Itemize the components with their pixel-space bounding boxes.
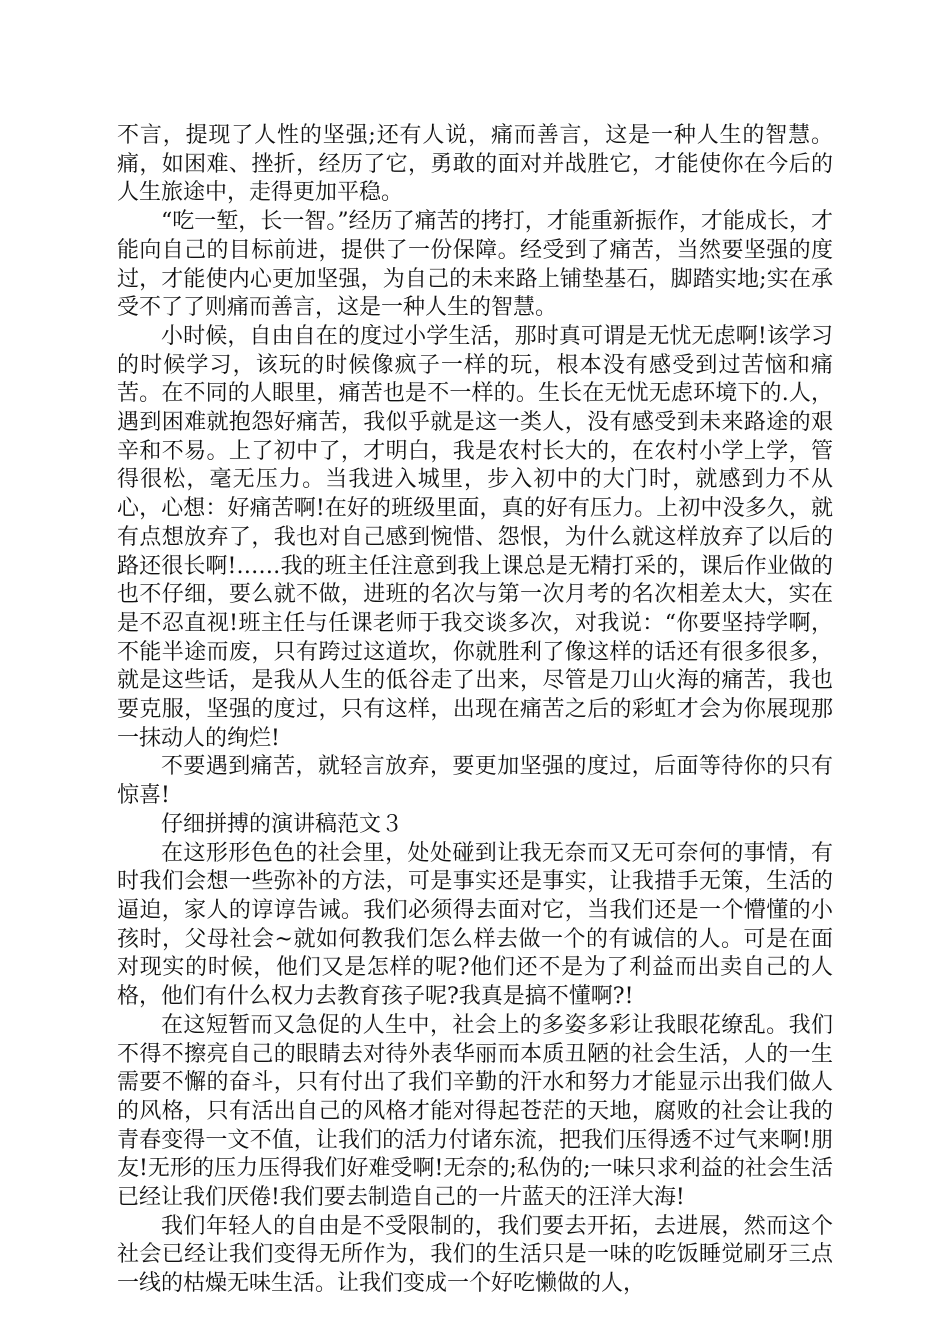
paragraph-3: 小时候，自由自在的度过小学生活，那时真可谓是无忧无虑啊!该学习的时候学习，该玩的时候像疯子一样的玩，根本没有感受到过苦恼和痛苦。在不同的人眼里，痛苦也是不一样的。生长在无忧无虑环境下的.人，遇到困难就抱怨好痛苦，我似乎就是这一类人，没有感受到未来路途的艰辛和不易。上了初中了，才明白，我是农村长大的，在农村小学上学，管得很松，毫无压力。当我进入城里，步入初中的大门时，就感到力不从心，心想：好痛苦啊!在好的班级里面，真的好有压力。上初中没多久，就有点想放弃了，我也对自己感到惋惜、怨恨，为什么就这样放弃了以后的路还很长啊!……我的班主任注意到我上课总是无精打采的，课后作业做的也不仔细，要么就不做，进班的名次与第一次月考的名次相差太大，实在是不忍直视!班主任与任课老师于我交谈多次，对我说：“你要坚持学啊，不能半途而废，只有跨过这道坎，你就胜利了像这样的话还有很多很多，就是这些话，是我从人生的低谷走了出来，尽管是刀山火海的痛苦，我也要克服，坚强的度过，只有这样，出现在痛苦之后的彩虹才会为你展现那一抹动人的绚烂! [117,323,833,751]
section-heading: 仔细拼搏的演讲稿范文３ [161,811,404,837]
document-page [117,122,833,1299]
paragraph-4: 不要遇到痛苦，就轻言放弃，要更加坚强的度过，后面等待你的只有惊喜! [117,754,833,809]
paragraph-7: 我们年轻人的自由是不受限制的，我们要去开拓，去进展，然而这个社会已经让我们变得无所作为，我们的生活只是一味的吃饭睡觉刷牙三点一线的枯燥无味生活。让我们变成一个好吃懒做的人， [117,1213,833,1297]
paragraph-1: 不言，提现了人性的坚强;还有人说，痛而善言，这是一种人生的智慧。痛，如困难、挫折，经历了它，勇敢的面对并战胜它，才能使你在今后的人生旅途中，走得更加平稳。 [117,123,833,206]
paragraph-6: 在这短暂而又急促的人生中，社会上的多姿多彩让我眼花缭乱。我们不得不擦亮自己的眼睛去对待外表华丽而本质丑陋的社会生活，人的一生需要不懈的奋斗，只有付出了我们辛勤的汗水和努力才能显示出我们做人的风格，只有活出自己的风格才能对得起苍茫的天地，腐败的社会让我的青春变得一文不值，让我们的活力付诸东流，把我们压得透不过气来啊!朋友!无形的压力压得我们好难受啊!无奈的;私伪的;一味只求利益的社会生活已经让我们厌倦!我们要去制造自己的一片蓝天的汪洋大海! [117,1012,833,1211]
paragraph-5: 在这形形色色的社会里，处处碰到让我无奈而又无可奈何的事情，有时我们会想一些弥补的方法，可是事实还是事实，让我措手无策，生活的逼迫，家人的谆谆告诫。我们必须得去面对它，当我们还是一个懵懂的小孩时，父母社会~就如何教我们怎么样去做一个的有诚信的人。可是在面对现实的时候，他们又是怎样的呢?他们还不是为了利益而出卖自己的人格，他们有什么权力去教育孩子呢?我真是搞不懂啊?! [117,840,833,1010]
paragraph-2: “吃一堑，长一智。”经历了痛苦的拷打，才能重新振作，才能成长，才能向自己的目标前进，提供了一份保障。经受到了痛苦，当然要坚强的度过，才能使内心更加坚强，为自己的未来路上铺垫基石，脚踏实地;实在承受不了了则痛而善言，这是一种人生的智慧。 [117,209,833,321]
